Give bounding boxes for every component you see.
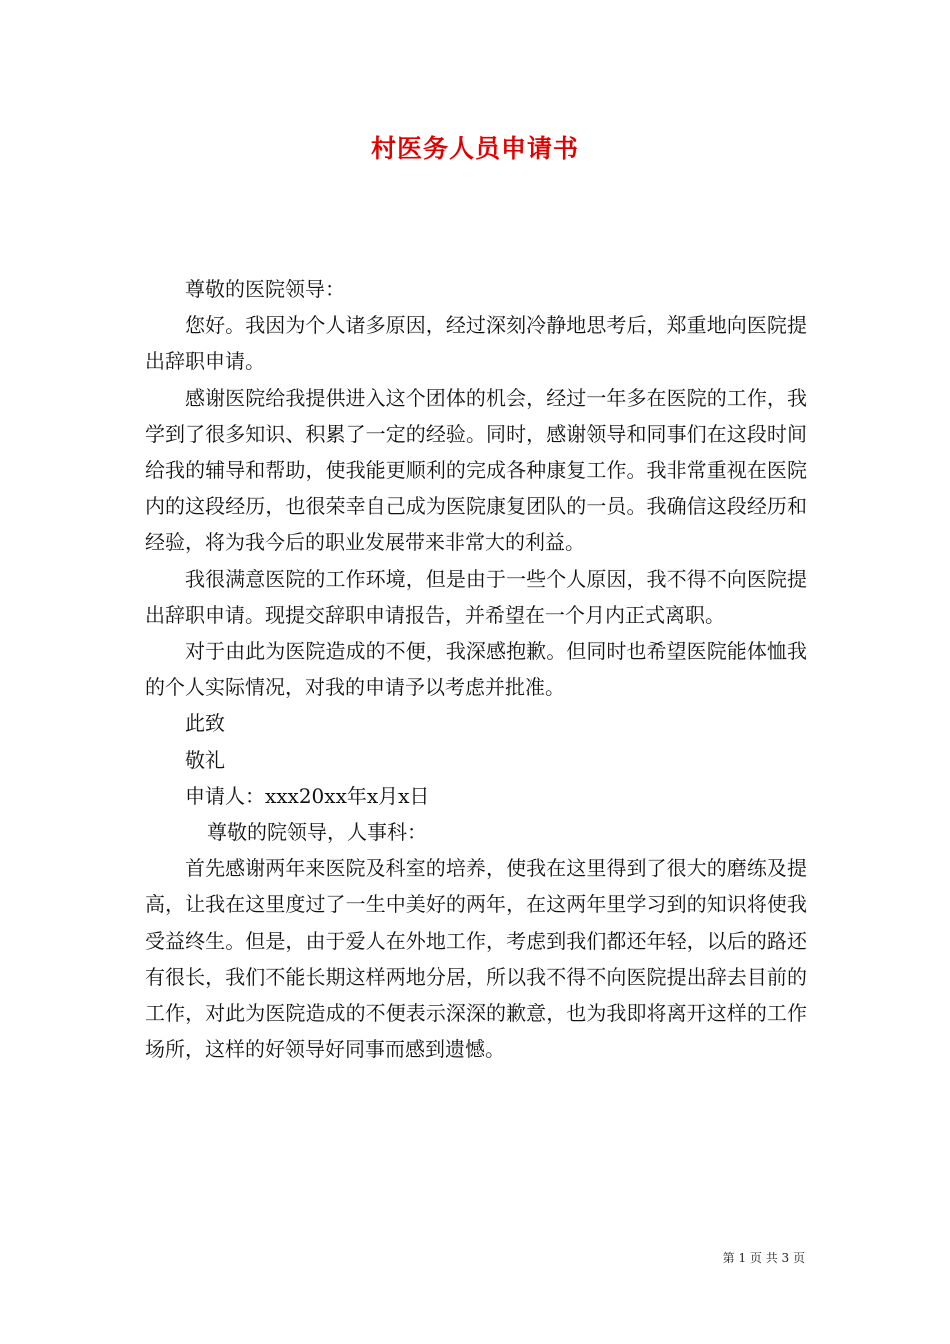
paragraph-second-letter: 首先感谢两年来医院及科室的培养，使我在这里得到了很大的磨练及提高，让我在这里度过了一生中美好的两年，在这两年里学习到的知识将使我受益终生。但是，由于爱人在外地工作，考虑到我们都还年轻，以后的路还有很长，我们不能长期这样两地分居，所以我不得不向医院提出辞去目前的工作，对此为医院造成的不便表示深深的歉意，也为我即将离开这样的工作场所，这样的好领导好同事而感到遗憾。 (145, 856, 807, 1062)
paragraph-reason: 我很满意医院的工作环境，但是由于一些个人原因，我不得不向医院提出辞职申请。现提交辞职申请报告，并希望在一个月内正式离职。 (145, 566, 807, 627)
paragraph-greeting: 您好。我因为个人诸多原因，经过深刻冷静地思考后，郑重地向医院提出辞职申请。 (145, 313, 807, 374)
applicant-date-line: 申请人：xxx20xx年x月x日 (185, 783, 430, 808)
second-salutation: 尊敬的院领导，人事科： (207, 820, 427, 845)
page-footer: 第 1 页 共 3 页 (722, 1251, 805, 1265)
paragraph-apology: 对于由此为医院造成的不便，我深感抱歉。但同时也希望医院能体恤我的个人实际情况，对我的申请予以考虑并批准。 (145, 639, 807, 700)
closing-line-2: 敬礼 (185, 747, 225, 772)
paragraph-thanks: 感谢医院给我提供进入这个团体的机会，经过一年多在医院的工作，我学到了很多知识、积累了一定的经验。同时，感谢领导和同事们在这段时间给我的辅导和帮助，使我能更顺利的完成各种康复工作。我非常重视在医院内的这段经历，也很荣幸自己成为医院康复团队的一员。我确信这段经历和经验，将为我今后的职业发展带来非常大的利益。 (145, 385, 807, 555)
document-body (145, 271, 807, 1067)
closing-line-1: 此致 (185, 711, 225, 736)
salutation: 尊敬的医院领导： (185, 277, 345, 301)
document-title: 村医务人员申请书 (370, 134, 579, 163)
